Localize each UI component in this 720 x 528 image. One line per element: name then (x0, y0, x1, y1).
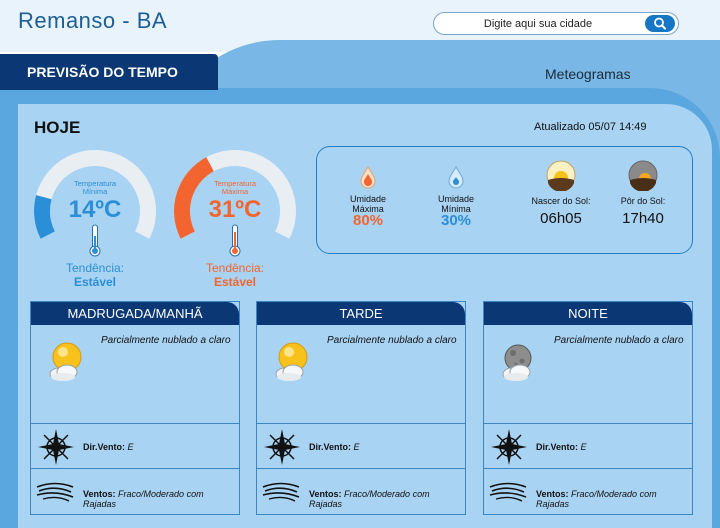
humidity-min-stat: Umidade Mínima 30% (423, 165, 489, 229)
wind-speed: Ventos: Fraco/Moderado com Rajadas (536, 489, 657, 509)
today-title: HOJE (34, 118, 81, 137)
sunset-stat: Pôr do Sol: 17h40 (605, 159, 681, 227)
tab-meteogramas[interactable]: Meteogramas (545, 66, 631, 82)
wind-gust-icon (261, 481, 301, 503)
wind-direction: Dir.Vento: E (536, 442, 587, 452)
wind-direction: Dir.Vento: E (83, 442, 134, 452)
min-temp-label: Temperatura Mínima (73, 179, 117, 196)
wind-direction: Dir.Vento: E (309, 442, 360, 452)
max-temperature-gauge (172, 148, 298, 248)
wind-gust-icon (35, 481, 75, 503)
wind-speed: Ventos: Fraco/Moderado com Rajadas (309, 489, 430, 509)
city-title: Remanso - BA (18, 8, 168, 33)
period-card (256, 301, 466, 515)
humidity-drop-icon (358, 165, 378, 189)
compass-rose-icon (490, 428, 528, 466)
search-box (433, 12, 679, 35)
compass-rose-icon (263, 428, 301, 466)
moon-cloud-icon (496, 338, 542, 384)
wind-speed: Ventos: Fraco/Moderado com Rajadas (83, 489, 204, 509)
condition-text: Parcialmente nublado a claro (327, 335, 457, 346)
humidity-max-stat: Umidade Máxima 80% (335, 165, 401, 229)
period-name: MADRUGADA/MANHÃ (31, 302, 239, 325)
wind-speed-row (257, 468, 465, 514)
condition-text: Parcialmente nublado a claro (554, 335, 684, 346)
wind-direction-row (257, 423, 465, 468)
max-temp-value: 31ºC (208, 196, 262, 223)
sun-cloud-icon (269, 338, 315, 384)
updated-timestamp: Atualizado 05/07 14:49 (534, 121, 647, 133)
search-button[interactable] (645, 15, 675, 32)
period-card (30, 301, 240, 515)
tab-previsao-do-tempo[interactable]: PREVISÃO DO TEMPO (0, 54, 218, 90)
min-temp-value: 14ºC (68, 196, 122, 223)
sunrise-icon (545, 159, 577, 191)
compass-rose-icon (37, 428, 75, 466)
sunrise-stat: Nascer do Sol: 06h05 (523, 159, 599, 227)
thermometer-icon (229, 224, 241, 258)
wind-speed-row (484, 468, 692, 514)
max-temp-label: Temperatura Máxima (213, 179, 257, 196)
period-card (483, 301, 693, 515)
wind-speed-row (31, 468, 239, 514)
daily-stats-box (316, 146, 693, 254)
period-name: TARDE (257, 302, 465, 325)
min-temp-trend: Tendência: Estável (65, 261, 125, 289)
period-name: NOITE (484, 302, 692, 325)
search-icon (645, 15, 675, 32)
sun-cloud-icon (43, 338, 89, 384)
condition-text: Parcialmente nublado a claro (101, 335, 231, 346)
sunset-icon (627, 159, 659, 191)
wind-direction-row (484, 423, 692, 468)
thermometer-icon (89, 224, 101, 258)
wind-direction-row (31, 423, 239, 468)
min-temperature-gauge (32, 148, 158, 248)
search-input[interactable] (438, 15, 638, 32)
wind-gust-icon (488, 481, 528, 503)
max-temp-trend: Tendência: Estável (205, 261, 265, 289)
humidity-drop-icon (446, 165, 466, 189)
